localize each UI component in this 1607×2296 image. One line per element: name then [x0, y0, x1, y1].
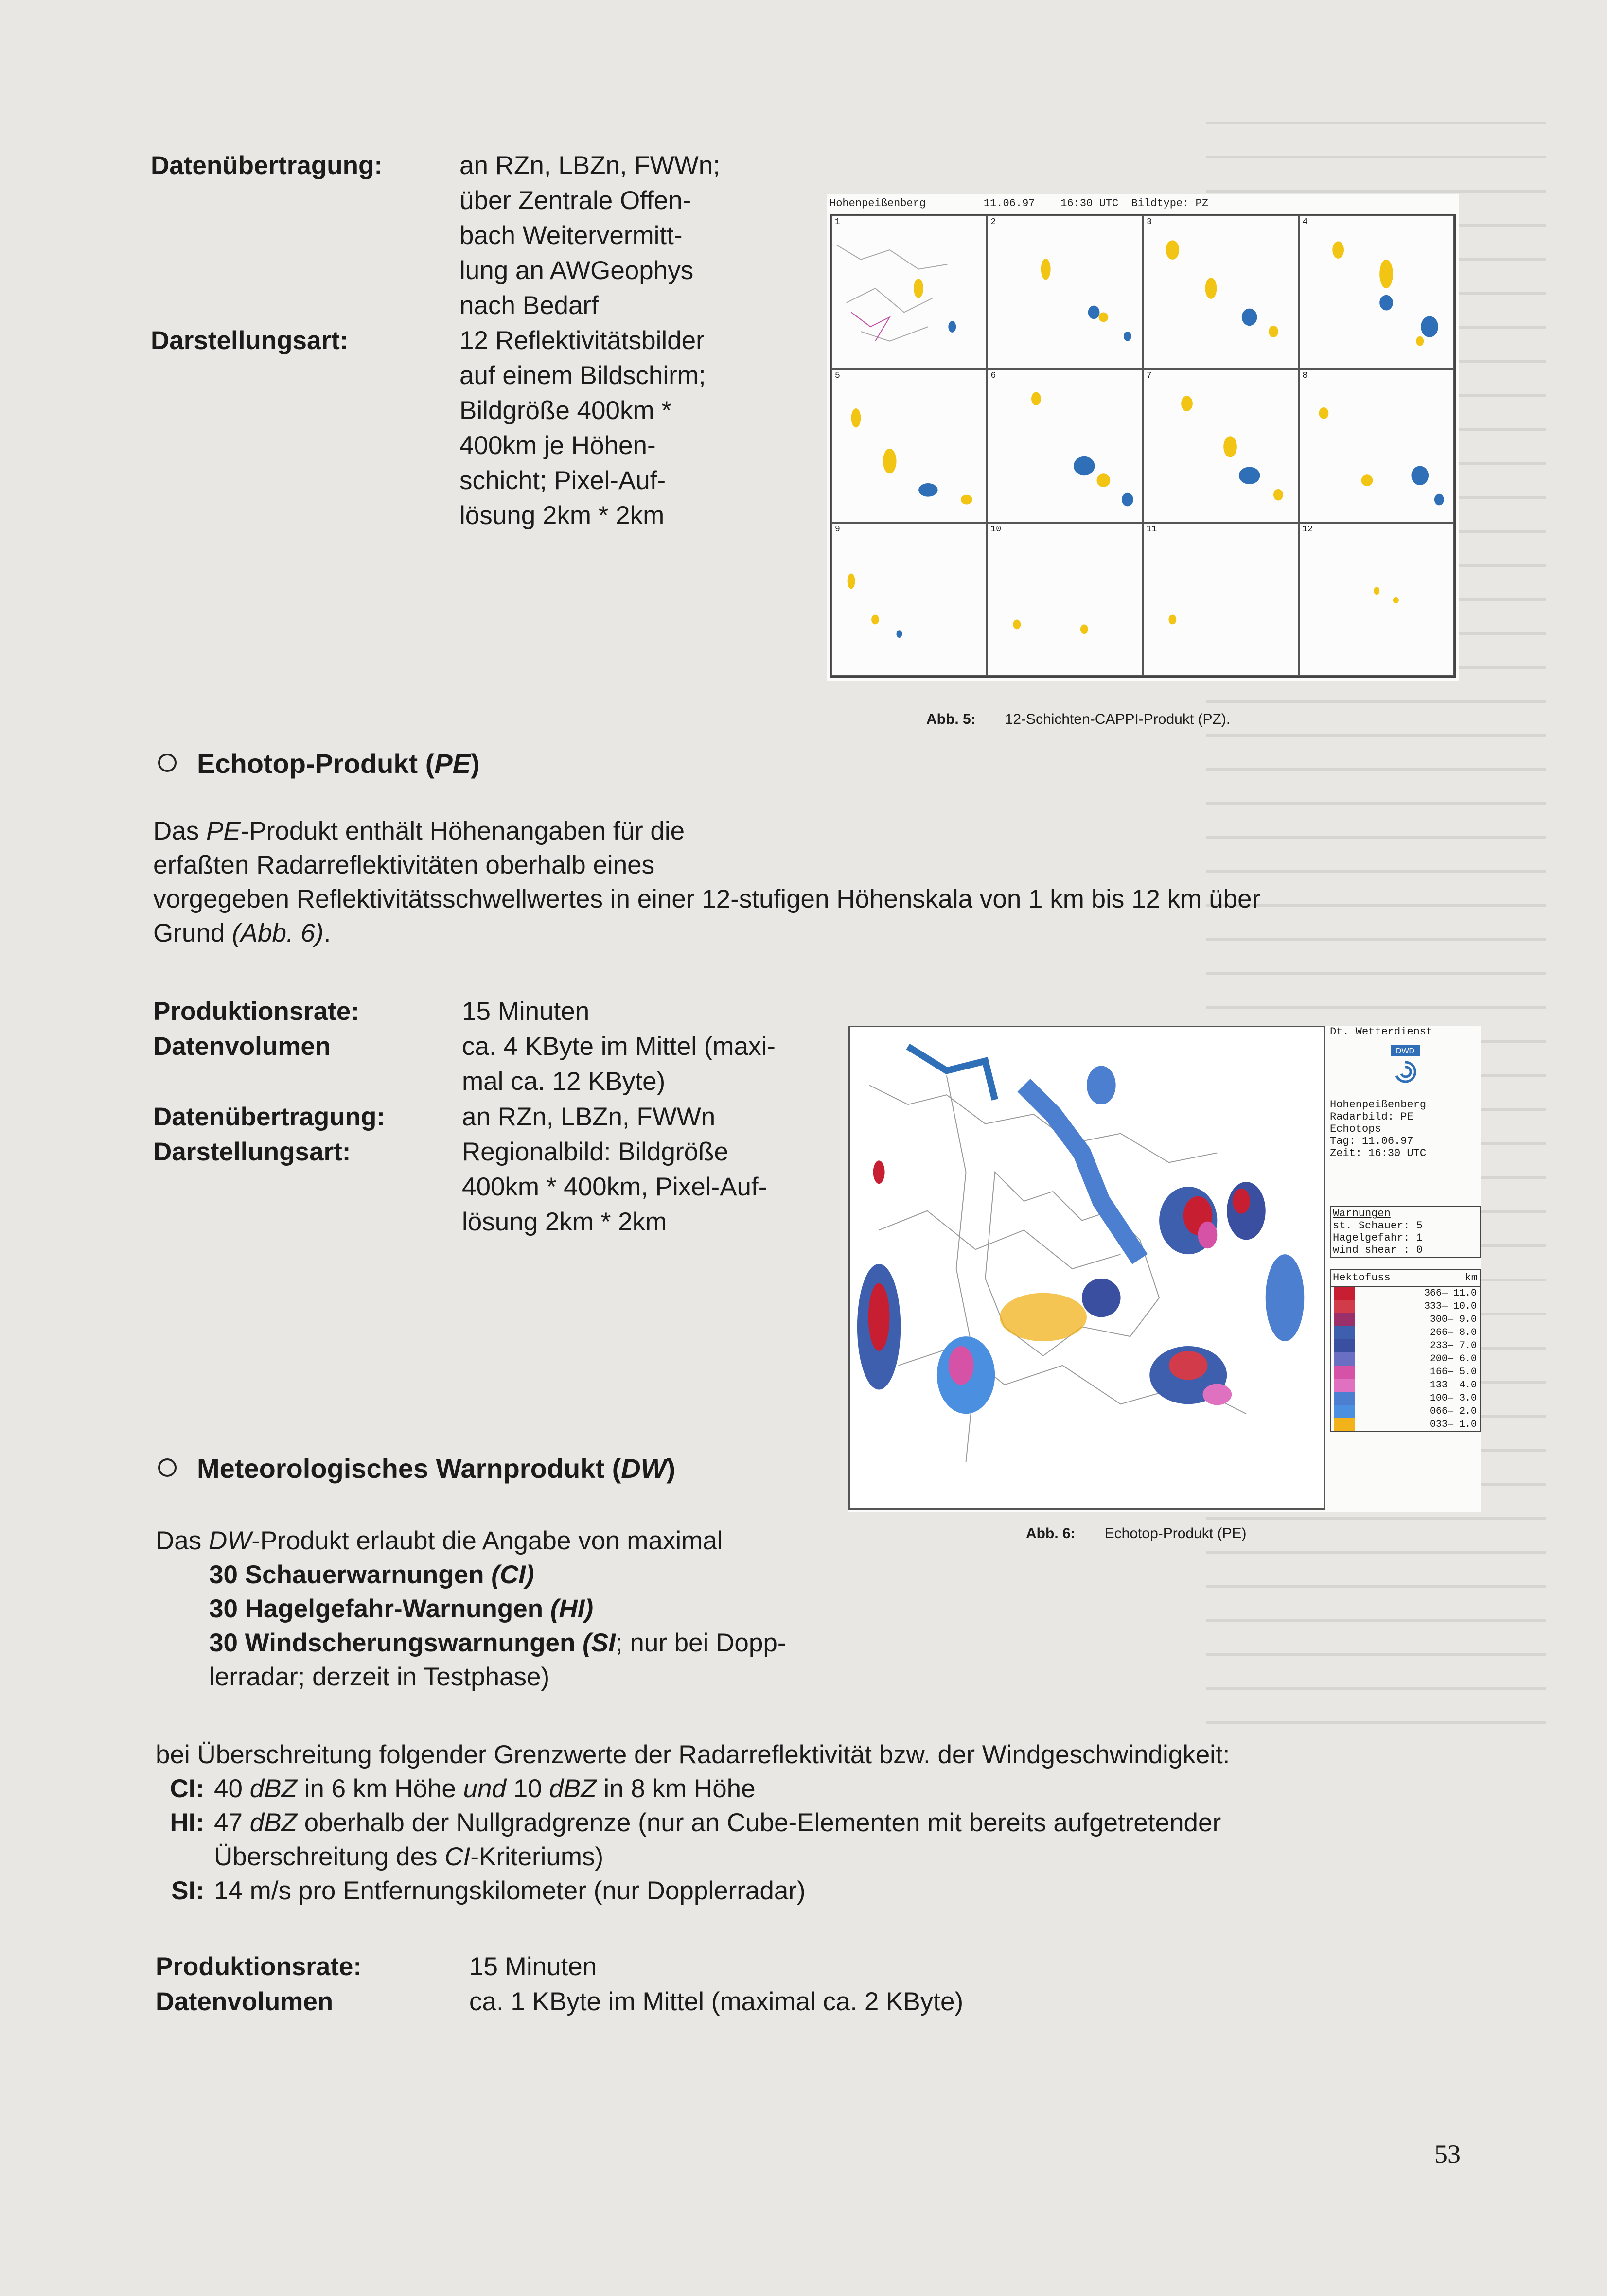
- cappi-cell: [987, 523, 1143, 676]
- legend-header-left: Hektofuss: [1333, 1272, 1391, 1284]
- cell-number: 11: [1147, 525, 1157, 534]
- display-line: lösung 2km * 2km: [462, 1208, 667, 1236]
- cappi-cell: [1143, 523, 1299, 676]
- text-run: in 8 km Höhe: [596, 1774, 756, 1803]
- legend-row: [1331, 1339, 1480, 1352]
- display-line: auf einem Bildschirm;: [459, 361, 706, 390]
- text-run: 30 Schauerwarnungen: [209, 1560, 484, 1589]
- display-line: 400km * 400km, Pixel-Auf-: [462, 1173, 767, 1201]
- text-run: dBZ: [249, 1774, 297, 1803]
- label-darstellungsart: Darstellungsart:: [151, 326, 349, 355]
- legend-swatch: [1334, 1405, 1355, 1418]
- cell-number: 4: [1302, 217, 1308, 227]
- legend-swatch: [1334, 1313, 1355, 1326]
- threshold-line: bei Überschreitung folgender Grenzwerte der Radarreflektivität bzw. der Windgeschwindigkeit:: [156, 1740, 1230, 1769]
- side-line: Zeit: 16:30 UTC: [1330, 1147, 1427, 1159]
- heading-echotop: Echotop-Produkt (PE): [158, 746, 480, 781]
- heading-echotop-main: Echotop-Produkt: [197, 748, 418, 779]
- legend-swatch: [1334, 1339, 1355, 1352]
- legend-swatch: [1334, 1418, 1355, 1431]
- cappi-grid: [830, 214, 1456, 678]
- cell-number: 10: [990, 525, 1002, 534]
- legend-row: [1331, 1352, 1480, 1366]
- warn-item-line2: lerradar; derzeit in Testphase): [209, 1663, 550, 1691]
- side-line: Radarbild: PE: [1330, 1111, 1413, 1123]
- legend-swatch: [1334, 1379, 1355, 1392]
- heading-echotop-abbr: PE: [434, 748, 471, 779]
- legend-swatch: [1334, 1287, 1355, 1300]
- display-value-pe: [462, 1135, 836, 1240]
- cell-number: 6: [990, 371, 996, 381]
- si-line: [156, 1874, 1493, 1908]
- caption-number: Abb. 6:: [1026, 1525, 1076, 1542]
- warnings-box: [1330, 1206, 1481, 1258]
- bullet-circle-icon: [158, 1458, 177, 1477]
- text-run: (Abb. 6): [232, 919, 324, 947]
- transfer-line: bach Weitervermitt-: [459, 221, 683, 250]
- paragraph-line: vorgegeben Reflektivitätsschwellwertes in einer 12-stufigen Höhenskala von 1 km bis 12 km über: [153, 885, 1261, 913]
- heading-warn-main: Meteorologisches Warnprodukt: [197, 1453, 605, 1484]
- text-run: 30 Windscherungswarnungen: [209, 1629, 576, 1657]
- side-line: Tag: 11.06.97: [1330, 1135, 1413, 1147]
- text-run: -Kriteriums): [470, 1842, 604, 1871]
- legend-row: [1331, 1300, 1480, 1313]
- legend-value: 200— 6.0: [1430, 1353, 1477, 1365]
- legend-value: 333— 10.0: [1424, 1301, 1477, 1312]
- volume-value: [462, 1029, 836, 1099]
- transfer-value: [459, 148, 756, 323]
- text-run: .: [323, 919, 331, 947]
- dwd-logo-icon: [1388, 1045, 1422, 1089]
- echotop-sidepanel: [1330, 1026, 1481, 1512]
- legend-value: 133— 4.0: [1430, 1380, 1477, 1391]
- legend-row: [1331, 1313, 1480, 1326]
- height-legend: [1330, 1269, 1481, 1432]
- warn-item: [156, 1558, 1468, 1592]
- text-run: 10: [506, 1774, 549, 1803]
- legend-swatch: [1334, 1366, 1355, 1379]
- figure-cappi: [827, 194, 1459, 681]
- legend-header: [1331, 1270, 1480, 1287]
- cell-number: 1: [835, 217, 840, 227]
- cell-number: 8: [1302, 371, 1308, 381]
- paragraph-line: erfaßten Radarreflektivitäten oberhalb eines: [153, 851, 655, 879]
- warning-row: wind shear : 0: [1333, 1244, 1423, 1256]
- cappi-cell: [1299, 523, 1455, 676]
- text-run: CI: [444, 1842, 471, 1871]
- volume-value-dw: ca. 1 KByte im Mittel (maximal ca. 2 KByte): [469, 1987, 964, 2016]
- echotop-map: [848, 1026, 1325, 1510]
- caption-number: Abb. 5:: [926, 711, 976, 727]
- legend-value: 166— 5.0: [1430, 1367, 1477, 1378]
- transfer-line: lung an AWGeophys: [459, 256, 694, 285]
- warn-paragraph: [156, 1524, 1468, 1694]
- text-run: in 6 km Höhe: [297, 1774, 463, 1803]
- legend-value: 366— 11.0: [1424, 1288, 1477, 1299]
- legend-value: 233— 7.0: [1430, 1340, 1477, 1351]
- label-produktionsrate-dw: Produktionsrate:: [156, 1952, 362, 1981]
- paragraph-line: [153, 814, 1466, 848]
- legend-row: [1331, 1366, 1480, 1379]
- text-run: DW: [208, 1526, 252, 1555]
- cell-number: 3: [1147, 217, 1152, 227]
- legend-swatch: [1334, 1352, 1355, 1366]
- cappi-cell: [831, 215, 987, 369]
- legend-value: 266— 8.0: [1430, 1327, 1477, 1338]
- legend-swatch: [1334, 1326, 1355, 1339]
- legend-row: [1331, 1326, 1480, 1339]
- transfer-line: über Zentrale Offen-: [459, 186, 691, 215]
- text-run: 47: [214, 1808, 250, 1837]
- display-line: Bildgröße 400km *: [459, 396, 671, 425]
- legend-row: [1331, 1418, 1480, 1431]
- rate-value-dw: 15 Minuten: [469, 1952, 597, 1981]
- rate-value: 15 Minuten: [462, 997, 590, 1026]
- text-run: dBZ: [549, 1774, 597, 1803]
- label-datenvolumen-dw: Datenvolumen: [156, 1987, 334, 2016]
- display-line: schicht; Pixel-Auf-: [459, 466, 666, 495]
- legend-value: 100— 3.0: [1430, 1393, 1477, 1404]
- text-run: oberhalb der Nullgradgrenze (nur an Cube-Elementen mit bereits aufgetretender: [297, 1808, 1221, 1837]
- text-run: (SI: [583, 1629, 616, 1657]
- cell-number: 2: [990, 217, 996, 227]
- text-run: Das: [156, 1526, 209, 1555]
- si-label: SI:: [171, 1876, 204, 1905]
- bullet-circle-icon: [158, 754, 177, 772]
- side-meta: [1330, 1099, 1426, 1159]
- volume-line: ca. 4 KByte im Mittel (maxi-: [462, 1032, 776, 1061]
- display-line: 400km je Höhen-: [459, 431, 656, 460]
- side-line: Echotops: [1330, 1123, 1381, 1135]
- text-run: 30 Hagelgefahr-Warnungen: [209, 1595, 544, 1623]
- legend-swatch: [1334, 1300, 1355, 1313]
- text-run: 40: [214, 1774, 250, 1803]
- caption-text: 12-Schichten-CAPPI-Produkt (PZ).: [1005, 711, 1231, 727]
- legend-row: [1331, 1405, 1480, 1418]
- legend-swatch: [1334, 1392, 1355, 1405]
- cappi-cell: [831, 523, 987, 676]
- text-run: PE: [206, 817, 241, 845]
- text-run: (CI): [491, 1560, 534, 1589]
- hi-line2: [156, 1840, 1493, 1874]
- cell-number: 9: [835, 525, 840, 534]
- figure-echotop: [848, 1026, 1481, 1512]
- legend-value: 033— 1.0: [1430, 1419, 1477, 1430]
- ci-line: [156, 1772, 1493, 1806]
- side-line: Hohenpeißenberg: [1330, 1099, 1427, 1111]
- text-run: (HI): [550, 1595, 594, 1623]
- volume-line: mal ca. 12 KByte): [462, 1067, 666, 1096]
- display-line: Regionalbild: Bildgröße: [462, 1138, 728, 1166]
- warnings-title: Warnungen: [1333, 1208, 1391, 1220]
- cappi-cell: [1299, 369, 1455, 523]
- cell-number: 5: [835, 371, 840, 381]
- paragraph-line: [153, 916, 1466, 950]
- transfer-line: nach Bedarf: [459, 291, 599, 320]
- legend-row: [1331, 1287, 1480, 1300]
- warn-item: [156, 1592, 1468, 1626]
- cappi-cell: [1299, 215, 1455, 369]
- text-run: -Produkt enthält Höhenangaben für die: [240, 817, 685, 845]
- hi-label: HI:: [170, 1808, 204, 1837]
- cell-number: 12: [1302, 525, 1313, 534]
- cappi-cell: [1143, 369, 1299, 523]
- cell-number: 7: [1147, 371, 1152, 381]
- paragraph-line: [156, 1524, 1468, 1558]
- text-run: und: [463, 1774, 507, 1803]
- cappi-cell: [987, 369, 1143, 523]
- display-line: lösung 2km * 2km: [459, 501, 665, 530]
- text-run: dBZ: [249, 1808, 297, 1837]
- ci-label: CI:: [170, 1774, 204, 1803]
- display-line: 12 Reflektivitätsbilder: [459, 326, 705, 355]
- side-line: Dt. Wetterdienst: [1330, 1026, 1433, 1038]
- cappi-cell: [1143, 215, 1299, 369]
- warning-row: st. Schauer: 5: [1333, 1220, 1423, 1232]
- figure-cappi-caption: [926, 710, 1230, 729]
- legend-value: 066— 2.0: [1430, 1406, 1477, 1417]
- text-run: Überschreitung des: [214, 1842, 445, 1871]
- cappi-cell: [831, 369, 987, 523]
- page-number: 53: [1434, 2139, 1461, 2169]
- caption-text: Echotop-Produkt (PE): [1104, 1525, 1247, 1542]
- label-datenuebertragung-pe: Datenübertragung:: [153, 1103, 385, 1131]
- text-run: Das: [153, 817, 206, 845]
- heading-warn-abbr: DW: [621, 1453, 667, 1484]
- text-run: -Produkt erlaubt die Angabe von maximal: [251, 1526, 723, 1555]
- warning-row: Hagelgefahr: 1: [1333, 1232, 1423, 1244]
- label-datenuebertragung: Datenübertragung:: [151, 151, 383, 180]
- legend-row: [1331, 1379, 1480, 1392]
- label-darstellungsart-pe: Darstellungsart:: [153, 1138, 351, 1166]
- figure-cappi-header: Hohenpeißenberg 11.06.97 16:30 UTC Bildtype: PZ: [830, 197, 1208, 210]
- legend-row: [1331, 1392, 1480, 1405]
- label-datenvolumen: Datenvolumen: [153, 1032, 331, 1061]
- text-run: Grund: [153, 919, 232, 947]
- echotop-paragraph: [153, 814, 1466, 950]
- dwd-logo-text: DWD: [1395, 1047, 1415, 1055]
- legend-value: 300— 9.0: [1430, 1314, 1477, 1325]
- warn-item: [156, 1626, 1468, 1660]
- text-run: ; nur bei Dopp-: [615, 1629, 786, 1657]
- display-value: [459, 323, 756, 533]
- hi-line: [156, 1806, 1493, 1840]
- cappi-cell: [987, 215, 1143, 369]
- threshold-paragraph: [156, 1738, 1493, 1908]
- text-run: 14 m/s pro Entfernungskilometer (nur Dopplerradar): [214, 1876, 806, 1905]
- legend-header-right: km: [1465, 1272, 1478, 1284]
- transfer-value-pe: an RZn, LBZn, FWWn: [462, 1103, 716, 1131]
- transfer-line: an RZn, LBZn, FWWn;: [459, 151, 721, 180]
- heading-warnprodukt: Meteorologisches Warnprodukt (DW): [158, 1451, 675, 1486]
- label-produktionsrate: Produktionsrate:: [153, 997, 360, 1026]
